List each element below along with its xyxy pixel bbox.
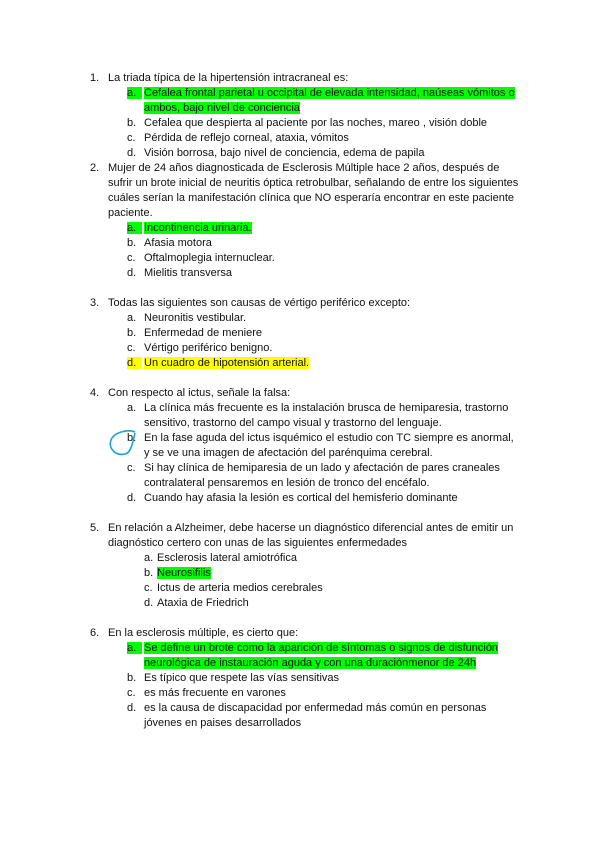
answer-option-a bbox=[144, 551, 539, 566]
blank-line bbox=[0, 281, 600, 296]
option-text: Pérdida de reflejo corneal, ataxia, vómitos bbox=[144, 132, 349, 144]
option-letter: d. bbox=[127, 702, 137, 714]
answer-option-c bbox=[127, 251, 522, 266]
option-text: Neurosifilis bbox=[157, 567, 211, 579]
pen-circle-annotation bbox=[108, 430, 138, 458]
option-letter: a. bbox=[127, 402, 137, 414]
option-letter: b. bbox=[144, 567, 154, 579]
option-letter: c. bbox=[127, 342, 136, 354]
answer-option-c bbox=[127, 686, 522, 701]
option-text: Un cuadro de hipotensión arterial. bbox=[144, 357, 310, 369]
option-text: Es típico que respete las vías sensitivas bbox=[144, 672, 340, 684]
option-letter: b. bbox=[127, 672, 137, 684]
option-text: Ictus de arteria medios cerebrales bbox=[157, 582, 323, 594]
question-5 bbox=[0, 521, 522, 611]
option-letter: a. bbox=[127, 87, 142, 99]
option-text: Enfermedad de meniere bbox=[144, 327, 263, 339]
question-text: La triada típica de la hipertensión intracraneal es: bbox=[108, 72, 349, 84]
blank-line bbox=[0, 371, 600, 386]
option-letter: c. bbox=[127, 252, 136, 264]
question-text: Mujer de 24 años diagnosticada de Esclerosis Múltiple hace 2 años, después de sufrir un brote inicial de neuritis óptica retrobulbar, señalando de entre los siguientes cuáles serían la manifestación clínica que NO esperaría encontrar en este paciente paciente. bbox=[108, 162, 519, 219]
option-text: Se define un brote como la aparición de síntomas o signos de disfunción neurológica de instauración aguda y con una duraciónmenor de 24h bbox=[144, 642, 499, 669]
option-text: Si hay clínica de hemiparesia de un lado y afectación de pares craneales contralateral pensaremos en lesión de tronco del encéfalo. bbox=[144, 462, 500, 489]
question-text: En la esclerosis múltiple, es cierto que: bbox=[108, 627, 299, 639]
option-letter: d. bbox=[144, 597, 154, 609]
option-text: Oftalmoplegia internuclear. bbox=[144, 252, 275, 264]
question-text: Todas las siguientes son causas de vértigo periférico excepto: bbox=[108, 297, 411, 309]
option-letter: a. bbox=[144, 552, 154, 564]
option-letter: c. bbox=[127, 132, 136, 144]
option-text: Neuronitis vestibular. bbox=[144, 312, 247, 324]
answer-option-a bbox=[127, 311, 522, 326]
answer-option-a bbox=[127, 221, 522, 236]
option-letter: c. bbox=[127, 462, 136, 474]
answer-option-b bbox=[127, 671, 522, 686]
option-text: Afasia motora bbox=[144, 237, 212, 249]
answer-option-a bbox=[127, 401, 522, 431]
option-letter: b. bbox=[127, 327, 137, 339]
option-text: Cefalea que despierta al paciente por las noches, mareo , visión doble bbox=[144, 117, 488, 129]
answer-option-a bbox=[127, 86, 522, 116]
answer-option-b bbox=[127, 236, 522, 251]
option-letter: a. bbox=[127, 222, 142, 234]
question-1 bbox=[0, 71, 522, 161]
answer-option-d bbox=[127, 146, 522, 161]
option-letter: d. bbox=[127, 357, 142, 369]
document-page bbox=[0, 71, 600, 731]
answer-option-d bbox=[127, 491, 522, 506]
option-text: La clínica más frecuente es la instalación brusca de hemiparesia, trastorno sensitivo, trastorno del campo visual y trastorno del lenguaje. bbox=[144, 402, 509, 429]
option-letter: d. bbox=[127, 492, 137, 504]
question-4 bbox=[0, 386, 522, 506]
option-text: Cefalea frontal parietal u occipital de elevada intensidad, naúseas vómitos o ambos, bajo nivel de conciencia bbox=[144, 87, 515, 114]
option-letter: b. bbox=[127, 237, 137, 249]
question-number: 4. bbox=[90, 387, 100, 399]
answer-option-d bbox=[144, 596, 539, 611]
option-text: es más frecuente en varones bbox=[144, 687, 286, 699]
option-letter: a. bbox=[127, 642, 142, 654]
option-text: es la causa de discapacidad por enfermedad más común en personas jóvenes en paises desarrollados bbox=[144, 702, 487, 729]
question-text: Con respecto al ictus, señale la falsa: bbox=[108, 387, 291, 399]
answer-option-d bbox=[127, 701, 522, 731]
answer-option-d bbox=[127, 356, 522, 371]
question-number: 2. bbox=[90, 162, 100, 174]
option-letter: b. bbox=[127, 432, 137, 444]
question-text: En relación a Alzheimer, debe hacerse un diagnóstico diferencial antes de emitir un diagnóstico certero con unas de las siguientes enfermedades bbox=[108, 522, 514, 549]
question-6 bbox=[0, 626, 522, 731]
option-text: Ataxia de Friedrich bbox=[157, 597, 249, 609]
blank-line bbox=[0, 506, 600, 521]
question-number: 3. bbox=[90, 297, 100, 309]
option-letter: a. bbox=[127, 312, 137, 324]
answer-option-c bbox=[127, 461, 522, 491]
question-3 bbox=[0, 296, 522, 371]
answer-option-a bbox=[127, 641, 522, 671]
answer-option-b bbox=[127, 431, 522, 461]
answer-option-c bbox=[127, 341, 522, 356]
option-text: Cuando hay afasia la lesión es cortical del hemisferio dominante bbox=[144, 492, 458, 504]
option-text: En la fase aguda del ictus isquémico el estudio con TC siempre es anormal, y se ve una imagen de afectación del parénquima cerebral. bbox=[144, 432, 514, 459]
answer-option-b bbox=[127, 326, 522, 341]
question-number: 6. bbox=[90, 627, 100, 639]
answer-option-d bbox=[127, 266, 522, 281]
option-letter: d. bbox=[127, 267, 137, 279]
option-text: Incontinencia urinaria. bbox=[144, 222, 252, 234]
answer-option-c bbox=[144, 581, 539, 596]
question-2 bbox=[0, 161, 522, 281]
answer-option-b bbox=[144, 566, 539, 581]
answer-option-b bbox=[127, 116, 522, 131]
answer-option-c bbox=[127, 131, 522, 146]
blank-line bbox=[0, 611, 600, 626]
option-letter: d. bbox=[127, 147, 137, 159]
question-number: 1. bbox=[90, 72, 100, 84]
option-letter: c. bbox=[127, 687, 136, 699]
option-text: Vértigo periférico benigno. bbox=[144, 342, 273, 354]
question-number: 5. bbox=[90, 522, 100, 534]
option-text: Mielitis transversa bbox=[144, 267, 233, 279]
option-letter: c. bbox=[144, 582, 153, 594]
option-text: Visión borrosa, bajo nivel de conciencia, edema de papila bbox=[144, 147, 425, 159]
option-letter: b. bbox=[127, 117, 137, 129]
option-text: Esclerosis lateral amiotrófica bbox=[157, 552, 297, 564]
